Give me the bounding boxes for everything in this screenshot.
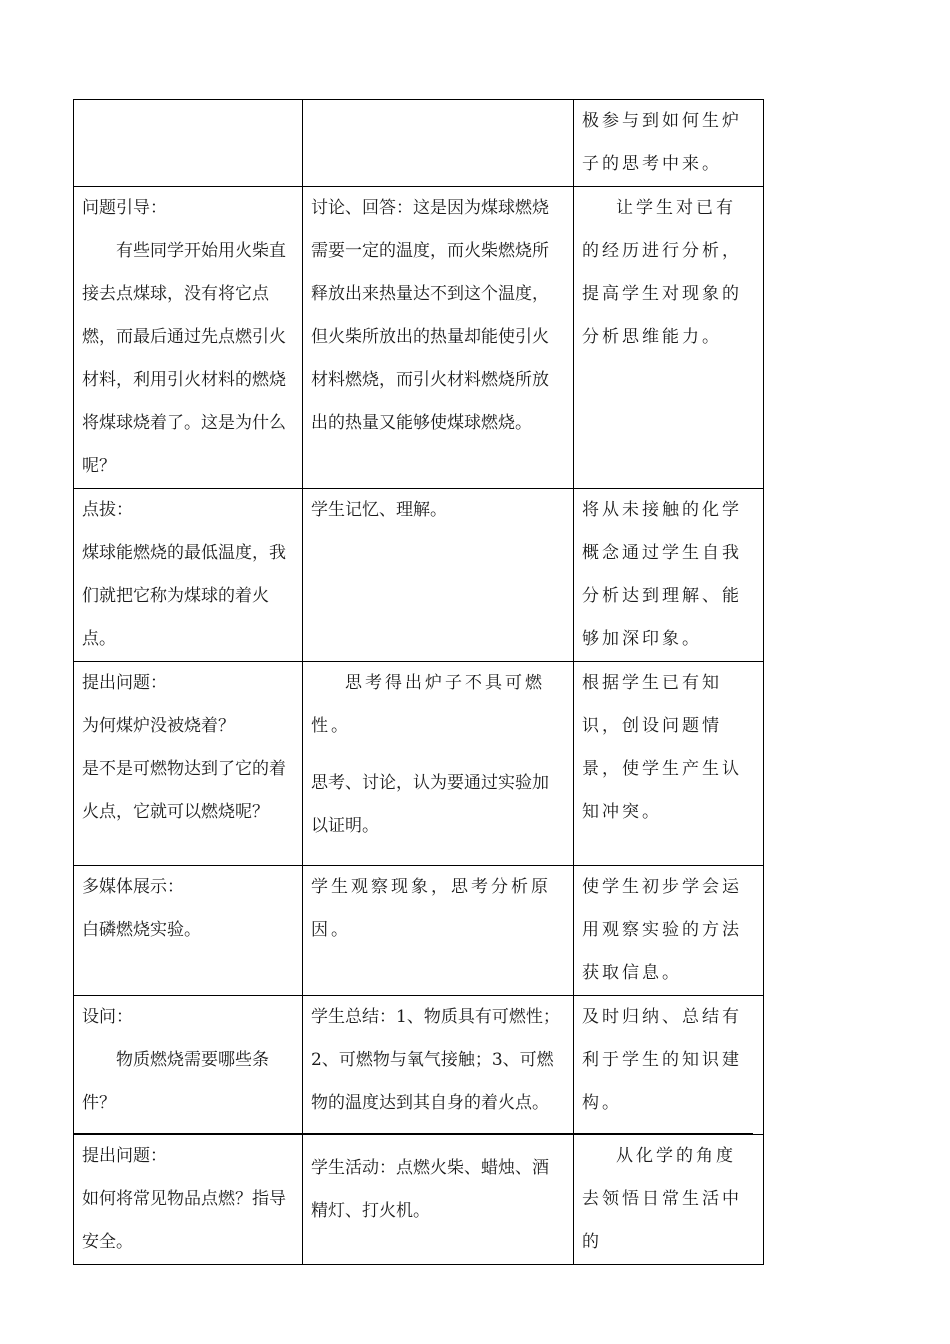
table-row <box>74 996 764 1135</box>
design-intent-cell <box>574 187 764 489</box>
cell-heading: 问题引导： <box>82 198 167 218</box>
table-row <box>74 187 764 489</box>
student-activity-cell <box>303 866 574 996</box>
student-activity-cell <box>303 100 574 187</box>
design-intent-cell <box>574 1135 764 1265</box>
cell-text: 及时归纳、总结有利于学生的知识建构。 <box>582 1007 742 1113</box>
teacher-activity-cell <box>74 489 303 662</box>
teacher-activity-cell <box>74 662 303 866</box>
table-row <box>74 662 764 866</box>
cell-heading: 点拔： <box>82 500 133 520</box>
student-activity-cell <box>303 187 574 489</box>
design-intent-cell <box>574 996 764 1135</box>
cell-text: 煤球能燃烧的最低温度，我们就把它称为煤球的着火点。 <box>82 543 286 649</box>
cell-heading: 提出问题： <box>82 1146 167 1166</box>
cell-text: 白磷燃烧实验。 <box>82 920 201 940</box>
cell-text: 学生记忆、理解。 <box>311 500 447 520</box>
teacher-activity-cell <box>74 187 303 489</box>
design-intent-cell <box>574 662 764 866</box>
student-activity-cell <box>303 662 574 866</box>
student-activity-cell <box>303 489 574 662</box>
student-activity-cell <box>303 1135 574 1265</box>
cell-text: 如何将常见物品点燃？指导安全。 <box>82 1189 286 1252</box>
cell-text: 将从未接触的化学概念通过学生自我分析达到理解、能够加深印象。 <box>582 500 742 649</box>
table-row <box>74 489 764 662</box>
cell-text: 为何煤炉没被烧着？ <box>82 716 235 736</box>
table-row <box>74 100 764 187</box>
teacher-activity-cell <box>74 996 303 1135</box>
lesson-plan-table <box>73 99 764 1265</box>
design-intent-cell <box>574 866 764 996</box>
page-break-line <box>73 1133 753 1134</box>
cell-heading: 设问： <box>82 1007 133 1027</box>
table-row <box>74 866 764 996</box>
cell-text: 根据学生已有知识，创设问题情景，使学生产生认知冲突。 <box>582 673 742 822</box>
cell-text: 学生观察现象，思考分析原因。 <box>311 877 551 940</box>
teacher-activity-cell <box>74 866 303 996</box>
design-intent-cell <box>574 489 764 662</box>
cell-text: 学生活动：点燃火柴、蜡烛、酒精灯、打火机。 <box>311 1158 549 1221</box>
cell-text: 思考、讨论，认为要通过实验加以证明。 <box>311 773 549 836</box>
cell-text: 让学生对已有的经历进行分析，提高学生对现象的分析思维能力。 <box>582 198 742 347</box>
cell-text: 有些同学开始用火柴直接去点煤球，没有将它点燃，而最后通过先点燃引火材料，利用引火材料的燃烧将煤球烧着了。这是为什么呢？ <box>82 241 286 476</box>
cell-heading: 提出问题： <box>82 673 167 693</box>
cell-heading: 多媒体展示： <box>82 877 184 897</box>
cell-text: 使学生初步学会运用观察实验的方法获取信息。 <box>582 877 742 983</box>
cell-text: 物质燃烧需要哪些条件？ <box>82 1050 269 1113</box>
cell-text: 是不是可燃物达到了它的着火点，它就可以燃烧呢？ <box>82 759 286 822</box>
teacher-activity-cell <box>74 100 303 187</box>
cell-text: 从化学的角度去领悟日常生活中的 <box>582 1146 742 1252</box>
cell-text: 极参与到如何生炉子的思考中来。 <box>582 111 742 174</box>
cell-text: 讨论、回答：这是因为煤球燃烧需要一定的温度，而火柴燃烧所释放出来热量达不到这个温度，但火柴所放出的热量却能使引火材料燃烧，而引火材料燃烧所放出的热量又能够使煤球燃烧。 <box>311 198 549 433</box>
student-activity-cell <box>303 996 574 1135</box>
design-intent-cell <box>574 100 764 187</box>
cell-text: 思考得出炉子不具可燃性。 <box>311 673 545 736</box>
cell-text: 学生总结：1、物质具有可燃性；2、可燃物与氧气接触；3、可燃物的温度达到其自身的着火点。 <box>311 1007 560 1113</box>
teacher-activity-cell <box>74 1135 303 1265</box>
table-row <box>74 1135 764 1265</box>
